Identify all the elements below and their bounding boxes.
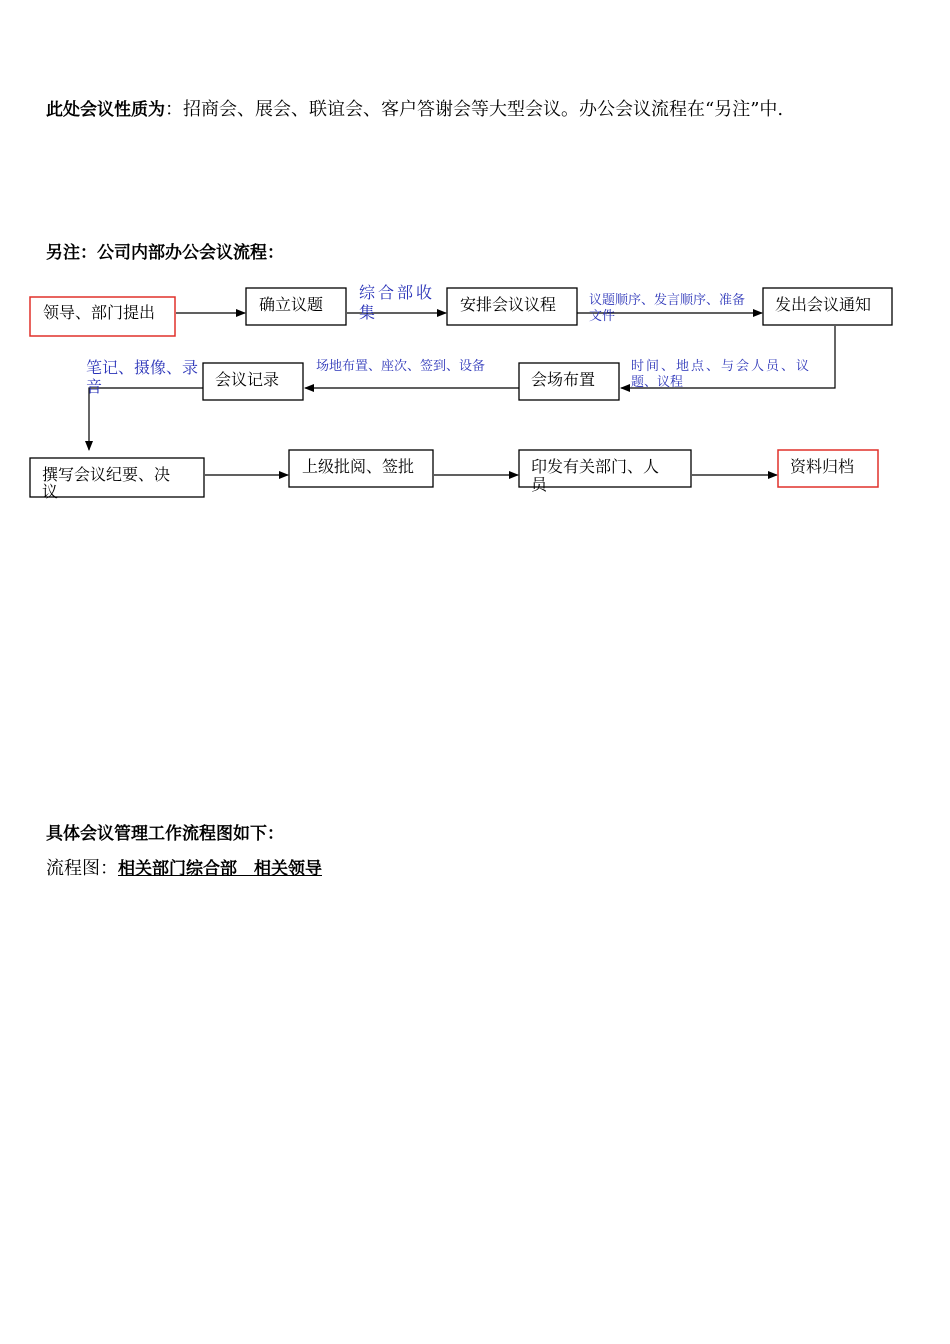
box-record-label: 会议记录: [215, 370, 280, 389]
meeting-flowchart: [0, 0, 950, 560]
note-time-1: 时间、地点、与会人员、议: [631, 359, 812, 374]
box-archive-label: 资料归档: [790, 457, 855, 476]
box-venue: [519, 363, 619, 400]
intro-label: 此处会议性质为: [46, 100, 165, 120]
box-agenda: [447, 288, 577, 325]
box-leader: [30, 297, 175, 336]
intro-text: 招商会、展会、联谊会、客户答谢会等大型会议。办公会议流程在“另注”中.: [183, 99, 784, 120]
note-heading: 另注：公司内部办公会议流程：: [46, 243, 284, 263]
box-minutes-label-1: 撰写会议纪要、决: [42, 465, 171, 484]
note-time-2: 题、议程: [631, 375, 684, 390]
box-minutes-label-2: 议: [42, 482, 59, 501]
box-notice: [763, 288, 892, 325]
box-venue-label: 会场布置: [531, 370, 596, 389]
note-order-1: 议题顺序、发言顺序、准备: [589, 293, 746, 308]
note-order-2: 文件: [589, 309, 616, 324]
box-print: [519, 450, 691, 494]
note-collect-1: 综合部收: [359, 283, 436, 302]
box-topic-label: 确立议题: [259, 295, 324, 314]
detail-heading: 具体会议管理工作流程图如下：: [46, 824, 284, 844]
box-leader-label: 领导、部门提出: [43, 303, 156, 322]
chart-line-dept: 相关部门综合部: [118, 859, 237, 879]
box-minutes: [30, 458, 204, 501]
chart-line-leader: 相关领导: [254, 859, 322, 879]
box-approve-label: 上级批阅、签批: [302, 457, 415, 476]
note-collect-2: 集: [359, 303, 376, 322]
box-agenda-label: 安排会议议程: [460, 295, 557, 314]
arrow-record-minutes: [89, 388, 203, 450]
box-archive: [778, 450, 878, 487]
box-print-label-2: 员: [531, 475, 548, 494]
box-approve: [289, 450, 433, 487]
box-record: [203, 363, 303, 400]
chart-line: [46, 857, 322, 881]
box-notice-label: 发出会议通知: [775, 295, 872, 314]
box-print-label-1: 印发有关部门、人: [531, 457, 660, 476]
intro-colon: ：: [165, 99, 183, 120]
note-recording-1: 笔记、摄像、录: [86, 358, 199, 377]
chart-line-gap: [237, 859, 254, 879]
note-recording-2: 音: [86, 377, 103, 396]
chart-line-label: 流程图：: [46, 858, 118, 879]
note-setup: 场地布置、座次、签到、设备: [316, 359, 486, 374]
box-topic: [246, 288, 346, 325]
